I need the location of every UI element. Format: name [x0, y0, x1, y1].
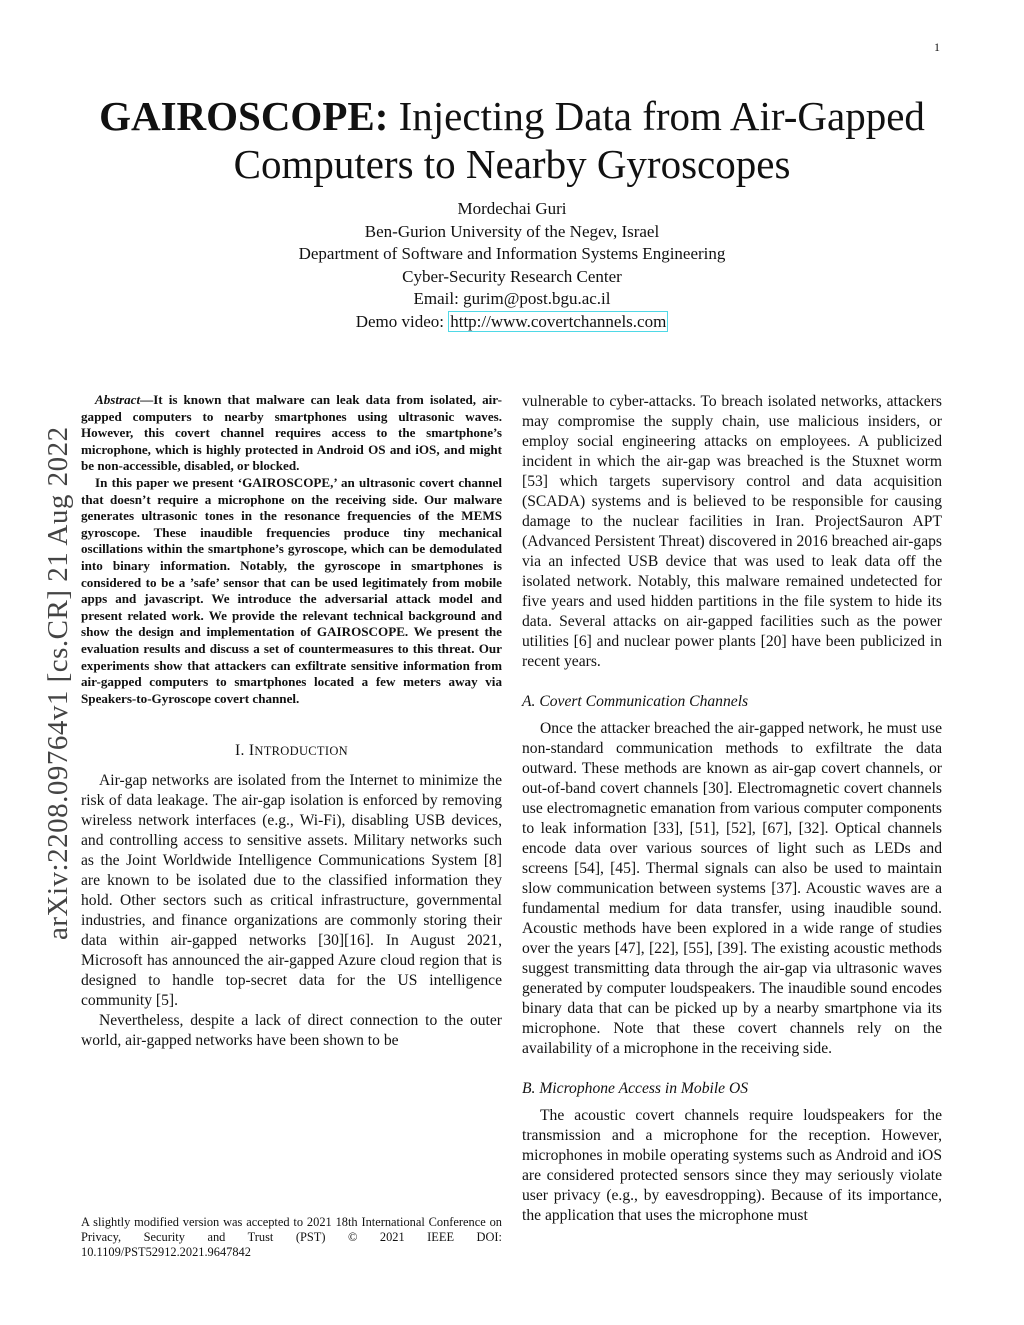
abstract — [81, 392, 502, 707]
subsection-b-paragraph: The acoustic covert channels require loudspeakers for the transmission and a microphone for the reception. However, microphones in mobile operating systems such as Android and iOS are considered protected sensors since they may seriously violate user privacy (e.g., by eavesdropping). Because of its importance, the application that uses the microphone must — [522, 1107, 942, 1224]
author-block — [160, 198, 864, 334]
author-email: Email: gurim@post.bgu.ac.il — [413, 289, 611, 309]
arxiv-stamp: arXiv:2208.09764v1 [cs.CR] 21 Aug 2022 — [42, 426, 74, 940]
intro-paragraph-1: Air-gap networks are isolated from the Internet to minimize the risk of data leakage. The air-gap isolation is enforced by removing wireless network interfaces (e.g., Wi-Fi), disabling USB devices, and controlling access to sensitive assets. Military networks such as the Joint Worldwide Intelligence Communications System [8] are known to be isolated due to the classified information they hold. Other sectors such as critical infrastructure, governmental industries, and finance organizations are commonly storing their data within air-gapped networks [30][16]. In August 2021, Microsoft has announced the air-gapped Azure cloud region that is designed to handle top-secret data for the US intelligence community [5]. — [81, 772, 502, 1010]
left-column — [81, 392, 502, 1051]
right-paragraph-1: vulnerable to cyber-attacks. To breach isolated networks, attackers may compromise the supply chain, use malicious insiders, or employ social engineering attacks on employees. A publicized incident in which the air-gap was breached is the Stuxnet worm [53] which targets supervisory control and data acquisition (SCADA) systems and is believed to be responsible for causing damage to the nuclear facilities in Iran. ProjectSauron APT (Advanced Persistent Threat) discovered in 2016 breached air-gaps via an infected USB device that was used to leak data off the isolated network. Notably, this malware remained undetected for five years and used hidden partitions in the file system to hide its data. Several attacks on air-gapped facilities such as the power utilities [6] and nuclear power plants [20] have been publicized in recent years. — [522, 393, 942, 670]
demo-label: Demo video: — [355, 311, 449, 331]
subsection-b-heading: B. Microphone Access in Mobile OS — [522, 1080, 749, 1097]
intro-paragraph-2: Nevertheless, despite a lack of direct connection to the outer world, air-gapped networks have been shown to be — [81, 1012, 502, 1050]
abstract-label: Abstract — [95, 392, 141, 407]
demo-video-line — [160, 311, 864, 334]
title-line1: Injecting Data from Air-Gapped — [388, 93, 925, 139]
abstract-p1: Abstract—It is known that malware can leak data from isolated, air-gapped computers to nearby smartphones using ultrasonic waves. However, this covert channel requires access to the smartphone’s microphone, which is highly protected in Android OS and iOS, and might be non-accessible, disabled, or blocked. — [81, 392, 502, 474]
right-column — [522, 392, 942, 1226]
affiliation-department: Department of Software and Information Systems Engineering — [298, 244, 726, 264]
page-number: 1 — [934, 40, 940, 54]
affiliation-center: Cyber-Security Research Center — [402, 266, 622, 286]
title-bold: GAIROSCOPE: — [99, 93, 389, 139]
author-name: Mordechai Guri — [457, 199, 567, 218]
title-line2: Computers to Nearby Gyroscopes — [233, 141, 791, 187]
subsection-a-paragraph: Once the attacker breached the air-gapped network, he must use non-standard communication methods to exfiltrate the data outward. These methods are known as air-gap covert channels, or out-of-band covert channels [30]. Electromagnetic covert channels use electromagnetic emanation from various computer components to leak information [33], [51], [52], [67], [32]. Optical channels encode data over various sources of light such as LEDs and screens [54], [45]. Thermal signals can also be used to maintain slow communication between systems [37]. Acoustic waves are a fundamental medium for data transfer, using inaudible sound. Acoustic methods have been explored in a wide range of studies over the years [47], [22], [55], [39]. The existing acoustic methods suggest transmitting data through the air-gap via ultrasonic waves generated by computer loudspeakers. The inaudible sound encodes binary data that can be picked up by a nearby smartphone via its microphone. Note that these covert channels rely on the availability of a microphone in the receiving side. — [522, 720, 942, 1057]
subsection-a-heading: A. Covert Communication Channels — [522, 693, 749, 710]
affiliation-university: Ben-Gurion University of the Negev, Israel — [364, 221, 660, 241]
footnote-text: A slightly modified version was accepted to 2021 18th International Conference on Privacy, Security and Trust (PST) © 2021 IEEE DOI: 10.1109/PST52912.2021.9647842 — [81, 1215, 502, 1259]
footnote — [81, 1215, 502, 1260]
section-heading-introduction: I. INTRODUCTION — [235, 742, 348, 760]
paper-title — [60, 92, 964, 188]
demo-video-link[interactable]: http://www.covertchannels.com — [450, 311, 667, 331]
abstract-p2: In this paper we present ‘GAIROSCOPE,’ an ultrasonic covert channel that doesn’t require a microphone on the receiving side. Our malware generates ultrasonic tones in the resonance frequencies of the MEMS gyroscope. These inaudible frequencies produce tiny mechanical oscillations within the smartphone’s gyroscope, which can be demodulated into binary information. Notably, the gyroscope in smartphones is considered to be a ’safe’ sensor that can be used legitimately from mobile apps and javascript. We introduce the adversarial attack model and present related work. We provide the relevant technical background and show the design and implementation of GAIROSCOPE. We present the evaluation results and discuss a set of countermeasures to this threat. Our experiments show that attackers can exfiltrate sensitive information from air-gapped computers to smartphones located a few meters away via Speakers-to-Gyroscope covert channel. — [81, 474, 502, 706]
